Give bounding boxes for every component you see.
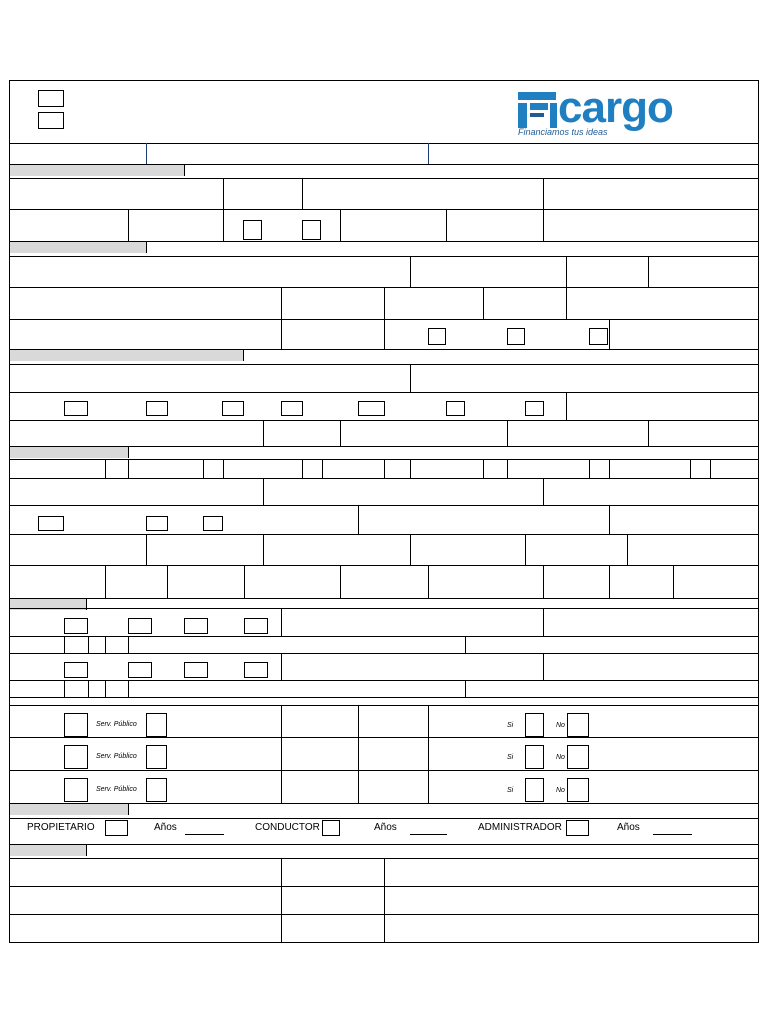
no-checkbox[interactable] [567, 778, 589, 802]
row-divider [9, 886, 759, 887]
cell-divider [428, 737, 429, 770]
cell-divider [710, 459, 711, 478]
cell-divider [428, 770, 429, 803]
cell-divider [428, 705, 429, 737]
checkbox[interactable] [222, 401, 244, 416]
cell-divider [410, 256, 411, 287]
cell-divider [465, 680, 466, 697]
checkbox[interactable] [302, 220, 321, 240]
cell-divider [281, 858, 282, 942]
cell-divider [543, 565, 544, 598]
cell-divider [340, 209, 341, 241]
checkbox[interactable] [64, 618, 88, 634]
cell-divider [281, 770, 282, 803]
admin-label: ADMINISTRADOR [478, 822, 562, 833]
checkbox[interactable] [358, 401, 385, 416]
cell-divider [543, 209, 544, 241]
row-divider [9, 598, 759, 599]
service-checkbox[interactable] [146, 778, 167, 802]
vehicle-type-checkbox[interactable] [64, 778, 88, 802]
checkbox[interactable] [589, 328, 608, 345]
driver-label: CONDUCTOR [255, 822, 320, 833]
cell-divider [322, 459, 323, 478]
service-type-label: Serv. Público [96, 721, 137, 728]
cell-divider [340, 565, 341, 598]
section-header-band [10, 165, 184, 176]
cell-divider [105, 636, 106, 653]
cell-divider [223, 209, 224, 241]
cell-divider [281, 653, 282, 680]
cell-divider [609, 319, 610, 349]
row-divider [9, 608, 759, 609]
cell-divider [384, 858, 385, 942]
section-header-band [10, 242, 146, 253]
admin-checkbox[interactable] [566, 820, 589, 836]
row-divider [9, 770, 759, 771]
no-checkbox[interactable] [567, 713, 589, 737]
cell-divider [128, 680, 129, 697]
row-divider [9, 392, 759, 393]
cell-divider [263, 420, 264, 446]
cell-divider [263, 478, 264, 505]
checkbox[interactable] [507, 328, 525, 345]
cell-divider [358, 737, 359, 770]
cell-divider [358, 505, 359, 534]
no-checkbox[interactable] [567, 745, 589, 769]
checkbox[interactable] [184, 662, 208, 678]
cell-divider [609, 565, 610, 598]
cell-divider [167, 565, 168, 598]
cell-divider [302, 459, 303, 478]
cell-divider [648, 256, 649, 287]
cell-divider [428, 143, 429, 164]
row-divider [9, 143, 759, 144]
cell-divider [64, 636, 65, 653]
checkbox[interactable] [128, 662, 152, 678]
row-divider [9, 534, 759, 535]
cell-divider [483, 287, 484, 319]
row-divider [9, 80, 759, 81]
cell-divider [566, 287, 567, 319]
owner-years-label: Años [154, 822, 177, 833]
cell-divider [358, 770, 359, 803]
checkbox[interactable] [146, 401, 168, 416]
cell-divider [465, 636, 466, 653]
cell-divider [340, 420, 341, 446]
cell-divider [203, 459, 204, 478]
section-header-band [10, 447, 128, 458]
cell-divider [543, 478, 544, 505]
cell-divider [128, 446, 129, 458]
cell-divider [281, 287, 282, 319]
cell-divider [281, 705, 282, 737]
checkbox[interactable] [184, 618, 208, 634]
cell-divider [243, 349, 244, 361]
cell-divider [543, 608, 544, 636]
vehicle-type-checkbox[interactable] [64, 745, 88, 769]
checkbox[interactable] [128, 618, 152, 634]
row-divider [9, 256, 759, 257]
cell-divider [223, 459, 224, 478]
cell-divider [128, 636, 129, 653]
header-checkbox[interactable] [38, 112, 64, 129]
row-divider [9, 680, 759, 681]
cell-divider [146, 143, 147, 164]
cell-divider [483, 459, 484, 478]
cell-divider [146, 241, 147, 253]
cell-divider [184, 164, 185, 176]
cell-divider [263, 534, 264, 565]
checkbox[interactable] [243, 220, 262, 240]
cell-divider [609, 505, 610, 534]
cell-divider [446, 209, 447, 241]
row-divider [9, 209, 759, 210]
cell-divider [690, 459, 691, 478]
checkbox[interactable] [244, 618, 268, 634]
cell-divider [86, 844, 87, 856]
cell-divider [507, 420, 508, 446]
cell-divider [589, 459, 590, 478]
cell-divider [105, 680, 106, 697]
service-checkbox[interactable] [146, 713, 167, 737]
cell-divider [88, 680, 89, 697]
yes-checkbox[interactable] [525, 745, 544, 769]
row-divider [9, 636, 759, 637]
service-type-label: Serv. Público [96, 753, 137, 760]
logo-fi-mark-icon [516, 90, 558, 130]
cell-divider [673, 565, 674, 598]
admin-years-line [653, 834, 692, 835]
section-header-band [10, 845, 86, 856]
cell-divider [128, 803, 129, 815]
checkbox[interactable] [146, 516, 168, 531]
cell-divider [223, 178, 224, 209]
row-divider [9, 364, 759, 365]
row-divider [9, 914, 759, 915]
cell-divider [410, 534, 411, 565]
cell-divider [146, 534, 147, 565]
yes-label: Si [507, 787, 514, 794]
logo-tagline: Financiamos tus ideas [518, 127, 608, 137]
cell-divider [648, 420, 649, 446]
no-label: No [556, 787, 565, 794]
cell-divider [507, 459, 508, 478]
row-divider [9, 844, 759, 845]
checkbox[interactable] [446, 401, 465, 416]
service-checkbox[interactable] [146, 745, 167, 769]
ficargo-logo [516, 83, 696, 142]
driver-years-line [410, 834, 447, 835]
yes-label: Si [507, 754, 514, 761]
vehicle-type-checkbox[interactable] [64, 713, 88, 737]
cell-divider [281, 737, 282, 770]
owner-checkbox[interactable] [105, 820, 128, 836]
yes-label: Si [507, 722, 514, 729]
cell-divider [410, 459, 411, 478]
no-label: No [556, 754, 565, 761]
cell-divider [627, 534, 628, 565]
cell-divider [128, 209, 129, 241]
cell-divider [543, 178, 544, 209]
checkbox[interactable] [525, 401, 544, 416]
header-checkbox[interactable] [38, 90, 64, 107]
checkbox[interactable] [64, 662, 88, 678]
cell-divider [566, 392, 567, 420]
service-type-label: Serv. Público [96, 786, 137, 793]
driver-checkbox[interactable] [322, 820, 340, 836]
row-divider [9, 737, 759, 738]
cell-divider [384, 459, 385, 478]
cell-divider [358, 705, 359, 737]
cell-divider [525, 534, 526, 565]
logo-wordmark: cargo [558, 83, 673, 132]
cell-divider [384, 287, 385, 319]
row-divider [9, 653, 759, 654]
checkbox[interactable] [64, 401, 88, 416]
cell-divider [281, 608, 282, 636]
row-divider [9, 505, 759, 506]
cell-divider [410, 364, 411, 392]
checkbox[interactable] [244, 662, 268, 678]
section-header-band [10, 350, 243, 361]
admin-years-label: Años [617, 822, 640, 833]
driver-years-label: Años [374, 822, 397, 833]
row-divider [9, 697, 759, 698]
cell-divider [302, 178, 303, 209]
row-divider [9, 420, 759, 421]
cell-divider [384, 319, 385, 349]
cell-divider [105, 459, 106, 478]
yes-checkbox[interactable] [525, 778, 544, 802]
no-label: No [556, 722, 565, 729]
cell-divider [88, 636, 89, 653]
checkbox[interactable] [203, 516, 223, 531]
row-divider [9, 478, 759, 479]
cell-divider [609, 459, 610, 478]
row-divider [9, 942, 759, 943]
row-divider [9, 178, 759, 179]
checkbox[interactable] [38, 516, 64, 531]
section-header-band [10, 804, 128, 815]
row-divider [9, 565, 759, 566]
checkbox[interactable] [428, 328, 446, 345]
cell-divider [281, 319, 282, 349]
cell-divider [64, 680, 65, 697]
cell-divider [105, 565, 106, 598]
cell-divider [244, 565, 245, 598]
cell-divider [543, 653, 544, 680]
yes-checkbox[interactable] [525, 713, 544, 737]
cell-divider [128, 459, 129, 478]
row-divider [9, 818, 759, 819]
cell-divider [566, 256, 567, 287]
checkbox[interactable] [281, 401, 303, 416]
owner-years-line [185, 834, 224, 835]
owner-label: PROPIETARIO [27, 822, 95, 833]
cell-divider [428, 565, 429, 598]
row-divider [9, 705, 759, 706]
